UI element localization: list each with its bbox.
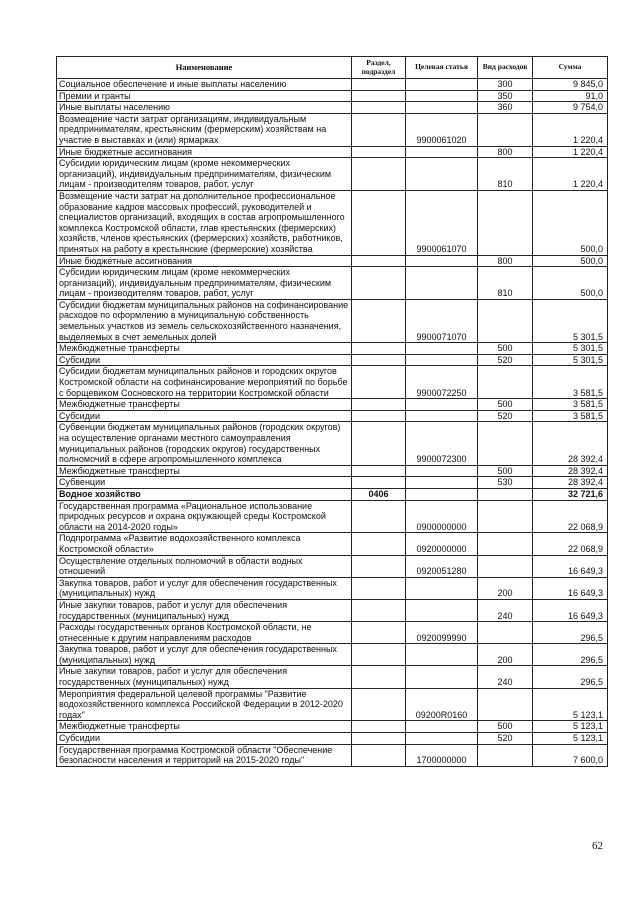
row-vid-cell — [478, 622, 533, 644]
row-name-cell: Субсидии юридическим лицам (кроме некоммерческих организаций), индивидуальным предпринимателям, физическим лицам - производителям товаров, работ, услуг — [57, 158, 352, 191]
row-vid-cell — [478, 744, 533, 766]
row-vid-cell — [478, 555, 533, 577]
row-celevaya-cell: 9900061020 — [406, 113, 478, 146]
row-celevaya-cell — [406, 90, 478, 102]
table-row — [57, 255, 608, 267]
row-summa-cell: 9 845,0 — [533, 79, 608, 91]
row-name-cell: Расходы государственных органов Костромской области, не отнесенные к другим направлениям расходов — [57, 622, 352, 644]
row-name-cell: Закупка товаров, работ и услуг для обеспечения государственных (муниципальных) нужд — [57, 644, 352, 666]
row-summa-cell: 296,5 — [533, 644, 608, 666]
row-celevaya-cell — [406, 102, 478, 114]
row-name-cell: Премии и гранты — [57, 90, 352, 102]
row-name-cell: Межбюджетные трансферты — [57, 465, 352, 477]
budget-table — [56, 56, 608, 767]
table-row — [57, 577, 608, 599]
row-celevaya-cell — [406, 158, 478, 191]
table-row — [57, 102, 608, 114]
row-celevaya-cell: 9900072250 — [406, 366, 478, 399]
row-summa-cell: 5 301,5 — [533, 354, 608, 366]
row-summa-cell: 22 068,9 — [533, 500, 608, 533]
row-celevaya-cell — [406, 733, 478, 745]
row-razdel-cell: 0406 — [352, 488, 406, 500]
row-name-cell: Государственная программа «Рациональное использование природных ресурсов и охрана окружающей среды Костромской области на 2014-2020 годы» — [57, 500, 352, 533]
row-vid-cell: 500 — [478, 721, 533, 733]
row-celevaya-cell: 9900072300 — [406, 422, 478, 465]
row-summa-cell: 28 392,4 — [533, 477, 608, 489]
row-name-cell: Социальное обеспечение и иные выплаты населению — [57, 79, 352, 91]
row-celevaya-cell — [406, 410, 478, 422]
row-razdel-cell — [352, 744, 406, 766]
row-summa-cell: 28 392,4 — [533, 422, 608, 465]
row-name-cell: Субвенции — [57, 477, 352, 489]
row-razdel-cell — [352, 366, 406, 399]
table-row — [57, 733, 608, 745]
row-name-cell: Иные закупки товаров, работ и услуг для обеспечения государственных (муниципальных) нужд — [57, 666, 352, 688]
row-vid-cell: 800 — [478, 146, 533, 158]
row-vid-cell: 300 — [478, 79, 533, 91]
row-vid-cell — [478, 190, 533, 255]
row-razdel-cell — [352, 465, 406, 477]
row-summa-cell: 296,5 — [533, 622, 608, 644]
row-summa-cell: 5 301,5 — [533, 343, 608, 355]
row-celevaya-cell — [406, 477, 478, 489]
table-row — [57, 90, 608, 102]
row-razdel-cell — [352, 113, 406, 146]
row-razdel-cell — [352, 90, 406, 102]
row-summa-cell: 16 649,3 — [533, 555, 608, 577]
table-row — [57, 410, 608, 422]
row-celevaya-cell — [406, 79, 478, 91]
header-celevaya: Целевая статья — [406, 57, 478, 79]
table-row — [57, 622, 608, 644]
row-vid-cell — [478, 299, 533, 342]
table-row — [57, 158, 608, 191]
row-razdel-cell — [352, 666, 406, 688]
table-body — [57, 79, 608, 767]
table-row — [57, 366, 608, 399]
row-vid-cell: 200 — [478, 577, 533, 599]
row-celevaya-cell — [406, 644, 478, 666]
row-razdel-cell — [352, 599, 406, 621]
row-celevaya-cell: 0900000000 — [406, 500, 478, 533]
row-summa-cell: 3 581,5 — [533, 366, 608, 399]
row-razdel-cell — [352, 477, 406, 489]
row-summa-cell: 296,5 — [533, 666, 608, 688]
table-row — [57, 299, 608, 342]
table-row — [57, 488, 608, 500]
row-razdel-cell — [352, 354, 406, 366]
row-name-cell: Межбюджетные трансферты — [57, 721, 352, 733]
table-row — [57, 146, 608, 158]
table-row — [57, 422, 608, 465]
row-razdel-cell — [352, 500, 406, 533]
row-name-cell: Межбюджетные трансферты — [57, 399, 352, 411]
row-summa-cell: 22 068,9 — [533, 533, 608, 555]
row-vid-cell: 520 — [478, 733, 533, 745]
table-row — [57, 79, 608, 91]
table-row — [57, 744, 608, 766]
page-number: 62 — [592, 840, 603, 852]
row-razdel-cell — [352, 555, 406, 577]
row-razdel-cell — [352, 422, 406, 465]
row-celevaya-cell — [406, 267, 478, 300]
row-vid-cell: 810 — [478, 267, 533, 300]
row-razdel-cell — [352, 190, 406, 255]
row-celevaya-cell — [406, 343, 478, 355]
row-vid-cell — [478, 113, 533, 146]
row-summa-cell: 16 649,3 — [533, 599, 608, 621]
row-razdel-cell — [352, 255, 406, 267]
table-row — [57, 500, 608, 533]
row-summa-cell: 1 220,4 — [533, 146, 608, 158]
row-summa-cell: 5 123,1 — [533, 721, 608, 733]
row-celevaya-cell — [406, 146, 478, 158]
table-row — [57, 354, 608, 366]
row-name-cell: Осуществление отдельных полномочий в области водных отношений — [57, 555, 352, 577]
row-name-cell: Возмещение части затрат организациям, индивидуальным предпринимателям, крестьянским (фермерским) хозяйствам на участие в выставках и (или) ярмарках — [57, 113, 352, 146]
row-name-cell: Государственная программа Костромской области "Обеспечение безопасности населения и территорий на 2015-2020 годы" — [57, 744, 352, 766]
row-name-cell: Иные бюджетные ассигнования — [57, 255, 352, 267]
header-vid: Вид расходов — [478, 57, 533, 79]
row-celevaya-cell — [406, 577, 478, 599]
row-celevaya-cell — [406, 599, 478, 621]
header-name: Наименование — [57, 57, 352, 79]
row-celevaya-cell: 0920099990 — [406, 622, 478, 644]
row-name-cell: Водное хозяйство — [57, 488, 352, 500]
row-vid-cell — [478, 688, 533, 721]
row-razdel-cell — [352, 577, 406, 599]
row-name-cell: Субсидии — [57, 410, 352, 422]
row-summa-cell: 5 123,1 — [533, 688, 608, 721]
row-razdel-cell — [352, 158, 406, 191]
row-summa-cell: 1 220,4 — [533, 158, 608, 191]
table-row — [57, 721, 608, 733]
row-celevaya-cell: 0920000000 — [406, 533, 478, 555]
header-razdel: Раздел, подраздел — [352, 57, 406, 79]
row-summa-cell: 5 301,5 — [533, 299, 608, 342]
row-celevaya-cell — [406, 354, 478, 366]
row-celevaya-cell — [406, 488, 478, 500]
table-row — [57, 644, 608, 666]
table-row — [57, 190, 608, 255]
row-razdel-cell — [352, 343, 406, 355]
row-celevaya-cell: 1700000000 — [406, 744, 478, 766]
row-celevaya-cell — [406, 721, 478, 733]
row-razdel-cell — [352, 622, 406, 644]
row-razdel-cell — [352, 644, 406, 666]
row-name-cell: Закупка товаров, работ и услуг для обеспечения государственных (муниципальных) нужд — [57, 577, 352, 599]
table-row — [57, 267, 608, 300]
row-celevaya-cell: 9900071070 — [406, 299, 478, 342]
row-name-cell: Субсидии бюджетам муниципальных районов и городских округов Костромской области на софинансирование мероприятий по борьбе с борщевиком Сосновского на территории Костромской области — [57, 366, 352, 399]
row-summa-cell: 9 754,0 — [533, 102, 608, 114]
row-summa-cell: 500,0 — [533, 267, 608, 300]
row-vid-cell: 530 — [478, 477, 533, 489]
row-celevaya-cell — [406, 465, 478, 477]
row-name-cell: Межбюджетные трансферты — [57, 343, 352, 355]
table-row — [57, 555, 608, 577]
row-razdel-cell — [352, 533, 406, 555]
row-vid-cell: 500 — [478, 343, 533, 355]
table-row — [57, 533, 608, 555]
row-name-cell: Субсидии юридическим лицам (кроме некоммерческих организаций), индивидуальным предпринимателям, физическим лицам - производителям товаров, работ, услуг — [57, 267, 352, 300]
table-row — [57, 343, 608, 355]
row-razdel-cell — [352, 410, 406, 422]
row-celevaya-cell: 09200R0160 — [406, 688, 478, 721]
row-name-cell: Иные закупки товаров, работ и услуг для обеспечения государственных (муниципальных) нужд — [57, 599, 352, 621]
row-summa-cell: 7 600,0 — [533, 744, 608, 766]
header-summa: Сумма — [533, 57, 608, 79]
row-razdel-cell — [352, 299, 406, 342]
row-name-cell: Подпрограмма «Развитие водохозяйственного комплекса Костромской области» — [57, 533, 352, 555]
row-razdel-cell — [352, 79, 406, 91]
row-name-cell: Иные выплаты населению — [57, 102, 352, 114]
row-vid-cell — [478, 366, 533, 399]
table-row — [57, 477, 608, 489]
row-vid-cell — [478, 488, 533, 500]
row-razdel-cell — [352, 733, 406, 745]
row-vid-cell: 240 — [478, 666, 533, 688]
row-vid-cell: 200 — [478, 644, 533, 666]
row-summa-cell: 91,0 — [533, 90, 608, 102]
table-row — [57, 399, 608, 411]
row-name-cell: Возмещение части затрат на дополнительное профессиональное образование кадров массовых профессий, руководителей и специалистов организаций, входящих в состав агропромышленного комплекса Костромской области, глав крестьянских (фермерских) хозяйств, членов крестьянских (фермерских) хозяйств, работников, принятых на работу в крестьянские (фермерские) хозяйства — [57, 190, 352, 255]
row-summa-cell: 3 581,5 — [533, 399, 608, 411]
table-row — [57, 599, 608, 621]
row-razdel-cell — [352, 146, 406, 158]
row-celevaya-cell — [406, 399, 478, 411]
row-vid-cell — [478, 422, 533, 465]
row-razdel-cell — [352, 267, 406, 300]
row-vid-cell: 350 — [478, 90, 533, 102]
row-summa-cell: 5 123,1 — [533, 733, 608, 745]
row-summa-cell: 28 392,4 — [533, 465, 608, 477]
row-vid-cell: 500 — [478, 465, 533, 477]
table-row — [57, 688, 608, 721]
row-vid-cell: 500 — [478, 399, 533, 411]
row-vid-cell: 520 — [478, 354, 533, 366]
row-summa-cell: 500,0 — [533, 255, 608, 267]
row-summa-cell: 1 220,4 — [533, 113, 608, 146]
table-row — [57, 666, 608, 688]
table-row — [57, 465, 608, 477]
table-row — [57, 113, 608, 146]
row-vid-cell: 360 — [478, 102, 533, 114]
row-celevaya-cell: 9900061070 — [406, 190, 478, 255]
row-celevaya-cell — [406, 666, 478, 688]
row-summa-cell: 3 581,5 — [533, 410, 608, 422]
row-summa-cell: 16 649,3 — [533, 577, 608, 599]
row-celevaya-cell — [406, 255, 478, 267]
row-name-cell: Субсидии — [57, 733, 352, 745]
row-razdel-cell — [352, 102, 406, 114]
row-vid-cell — [478, 500, 533, 533]
row-vid-cell: 240 — [478, 599, 533, 621]
row-name-cell: Мероприятия федеральной целевой программы "Развитие водохозяйственного комплекса Российской Федерации в 2012-2020 годах" — [57, 688, 352, 721]
row-vid-cell: 810 — [478, 158, 533, 191]
row-vid-cell — [478, 533, 533, 555]
row-name-cell: Субсидии бюджетам муниципальных районов на софинансирование расходов по оформлению в муниципальную собственность земельных участков из земель сельскохозяйственного назначения, выделяемых в счет земельных долей — [57, 299, 352, 342]
row-name-cell: Иные бюджетные ассигнования — [57, 146, 352, 158]
budget-table-page — [56, 56, 607, 767]
row-name-cell: Субсидии — [57, 354, 352, 366]
row-razdel-cell — [352, 688, 406, 721]
table-header — [57, 57, 608, 79]
row-razdel-cell — [352, 399, 406, 411]
row-vid-cell: 800 — [478, 255, 533, 267]
row-summa-cell: 32 721,6 — [533, 488, 608, 500]
row-summa-cell: 500,0 — [533, 190, 608, 255]
row-razdel-cell — [352, 721, 406, 733]
row-vid-cell: 520 — [478, 410, 533, 422]
row-name-cell: Субвенции бюджетам муниципальных районов (городских округов) на осуществление органами местного самоуправления муниципальных районов (городских округов) государственных полномочий в сфере агропромышленного комплекса — [57, 422, 352, 465]
row-celevaya-cell: 0920051280 — [406, 555, 478, 577]
